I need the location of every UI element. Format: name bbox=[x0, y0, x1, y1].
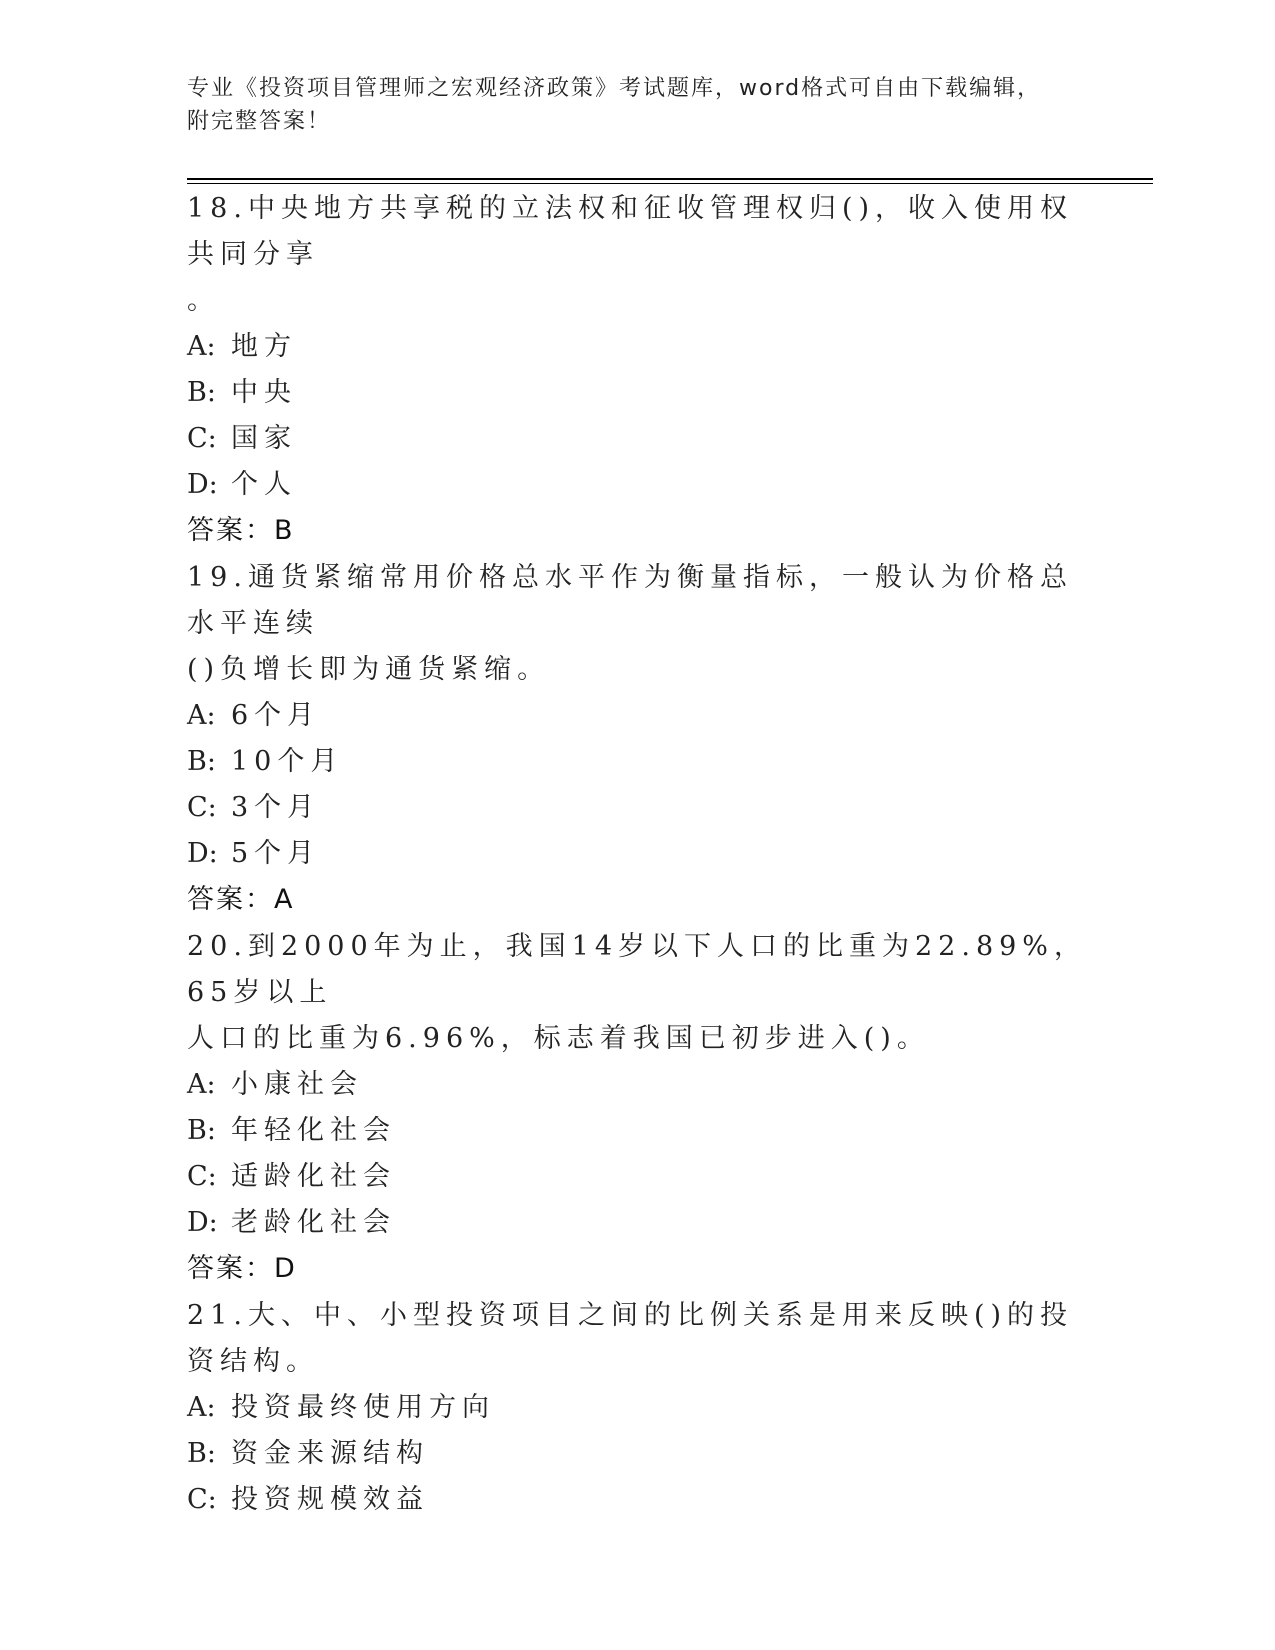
option-b bbox=[187, 1108, 1087, 1154]
question-19 bbox=[187, 555, 1087, 923]
header-divider-thick bbox=[187, 178, 1153, 180]
option-b bbox=[187, 1431, 1087, 1477]
option-text: 资金来源结构 bbox=[231, 1438, 429, 1469]
question-stem: 20.到2000年为止，我国14岁以下人口的比重为22.89%，65岁以上 人口的比重为6.96%，标志着我国已初步进入()。 bbox=[187, 931, 1087, 1054]
option-letter: D: bbox=[187, 838, 218, 869]
answer-label: 答案：A bbox=[187, 884, 295, 915]
option-text: 3个月 bbox=[231, 792, 321, 823]
option-a bbox=[187, 1062, 1087, 1108]
option-text: 老龄化社会 bbox=[231, 1207, 396, 1238]
option-a bbox=[187, 1385, 1087, 1431]
option-letter: B: bbox=[187, 377, 216, 408]
option-letter: B: bbox=[187, 746, 216, 777]
option-c bbox=[187, 416, 1087, 462]
option-letter: D: bbox=[187, 1207, 218, 1238]
option-text: 国家 bbox=[231, 423, 297, 454]
question-stem: 19.通货紧缩常用价格总水平作为衡量指标，一般认为价格总水平连续 ()负增长即为通货紧缩。 bbox=[187, 562, 1073, 685]
option-letter: A: bbox=[187, 1392, 216, 1423]
option-c bbox=[187, 785, 1087, 831]
option-text: 6个月 bbox=[231, 700, 321, 731]
option-b bbox=[187, 739, 1087, 785]
option-letter: C: bbox=[187, 792, 217, 823]
option-d bbox=[187, 1200, 1087, 1246]
option-text: 小康社会 bbox=[231, 1069, 363, 1100]
option-a bbox=[187, 324, 1087, 370]
option-letter: D: bbox=[187, 469, 218, 500]
answer-label: 答案：B bbox=[187, 515, 295, 546]
question-18 bbox=[187, 186, 1087, 554]
option-letter: B: bbox=[187, 1438, 216, 1469]
option-letter: A: bbox=[187, 1069, 216, 1100]
option-letter: A: bbox=[187, 700, 216, 731]
option-text: 投资规模效益 bbox=[231, 1484, 429, 1515]
option-letter: C: bbox=[187, 423, 217, 454]
option-d bbox=[187, 831, 1087, 877]
header-line-1: 专业《投资项目管理师之宏观经济政策》考试题库，word格式可自由下载编辑， bbox=[187, 76, 1042, 101]
option-text: 年轻化社会 bbox=[231, 1115, 396, 1146]
question-stem: 18.中央地方共享税的立法权和征收管理权归()，收入使用权共同分享 。 bbox=[187, 193, 1074, 316]
option-text: 适龄化社会 bbox=[231, 1161, 396, 1192]
option-text: 5个月 bbox=[231, 838, 321, 869]
header-divider-thin bbox=[187, 183, 1153, 184]
question-stem: 21.大、中、小型投资项目之间的比例关系是用来反映()的投资结构。 bbox=[187, 1300, 1074, 1377]
header-line-2: 附完整答案！ bbox=[187, 109, 332, 134]
option-d bbox=[187, 462, 1087, 508]
option-b bbox=[187, 370, 1087, 416]
question-21 bbox=[187, 1293, 1087, 1523]
option-a bbox=[187, 693, 1087, 739]
option-text: 地方 bbox=[231, 331, 297, 362]
question-20 bbox=[187, 924, 1087, 1292]
option-letter: B: bbox=[187, 1115, 216, 1146]
option-c bbox=[187, 1154, 1087, 1200]
option-letter: C: bbox=[187, 1161, 217, 1192]
document-header bbox=[187, 72, 1067, 138]
answer-label: 答案：D bbox=[187, 1253, 297, 1284]
option-text: 中央 bbox=[231, 377, 297, 408]
option-text: 10个月 bbox=[231, 746, 344, 777]
option-letter: A: bbox=[187, 331, 216, 362]
option-c bbox=[187, 1477, 1087, 1523]
option-letter: C: bbox=[187, 1484, 217, 1515]
option-text: 投资最终使用方向 bbox=[231, 1392, 495, 1423]
option-text: 个人 bbox=[231, 469, 297, 500]
